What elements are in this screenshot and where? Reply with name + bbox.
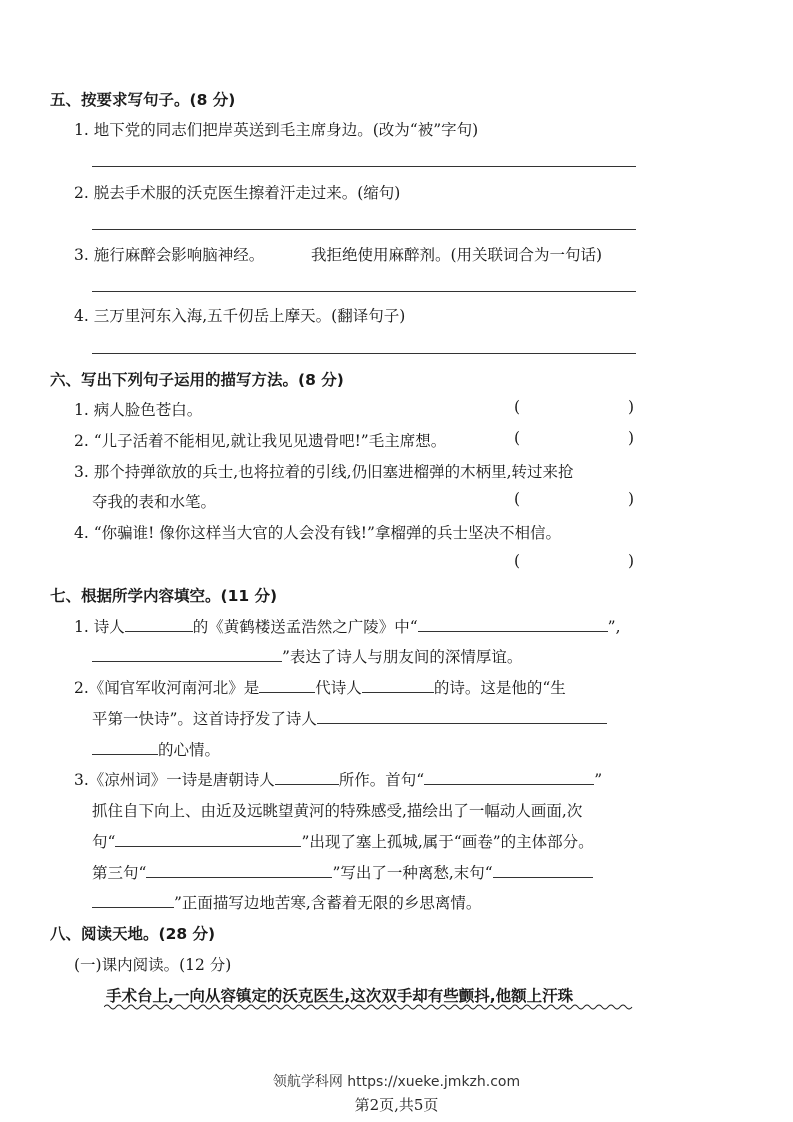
s7-line-9: [92, 861, 593, 883]
s5-question-3-tail: 我拒绝使用麻醉剂。(用关联词合为一句话): [311, 246, 603, 264]
s7-l8-a: 句“: [92, 833, 116, 851]
s7-l3-b: 代诗人: [315, 679, 362, 697]
s7-l2-b: ”表达了诗人与朋友间的深情厚谊。: [282, 648, 523, 666]
reading-passage-line: 手术台上,一向从容镇定的沃克医生,这次双手却有些颤抖,他额上汗珠: [106, 987, 574, 1005]
s7-l3-c: 的诗。这是他的“生: [433, 679, 566, 697]
s7-l5-b: 的心情。: [158, 741, 221, 759]
s6-question-2: 2. “儿子活着不能相见,就让我见见遗骨吧!”毛主席想。: [74, 432, 447, 450]
blank-verse-3[interactable]: [424, 769, 594, 785]
s6-answer-paren-3-open: (: [514, 490, 521, 508]
s7-line-2: [92, 645, 522, 667]
s7-line-6: [74, 768, 602, 790]
blank-poet-1[interactable]: [125, 616, 193, 632]
wavy-underline: [104, 1003, 637, 1011]
section-8-title: 八、阅读天地。(28 分): [50, 925, 216, 943]
s6-answer-paren-3-close: ): [628, 490, 635, 508]
page-number: 第2页,共5页: [354, 1096, 439, 1114]
s7-l10-b: ”正面描写边地苦寒,含蓄着无限的乡思离情。: [174, 894, 482, 912]
s5-question-3: 3. 施行麻醉会影响脑神经。: [74, 246, 265, 264]
s5-answer-line-3[interactable]: [92, 291, 636, 292]
blank-poet-2[interactable]: [362, 677, 434, 693]
s6-question-3: 3. 那个持弹欲放的兵士,也将拉着的引线,仍旧塞进榴弹的木柄里,转过来抢: [74, 463, 574, 481]
blank-verse-1[interactable]: [418, 616, 608, 632]
blank-feeling-2[interactable]: [92, 739, 158, 755]
s7-line-3: [74, 676, 566, 698]
blank-dynasty[interactable]: [259, 677, 315, 693]
s8-subsection-title: (一)课内阅读。(12 分): [74, 956, 232, 974]
blank-verse-2[interactable]: [92, 646, 282, 662]
s6-question-1: 1. 病人脸色苍白。: [74, 401, 203, 419]
s6-answer-paren-1-close: ): [628, 398, 635, 416]
s7-l6-b: 所作。首句“: [338, 771, 425, 789]
blank-feeling-1[interactable]: [317, 708, 607, 724]
blank-verse-7[interactable]: [92, 892, 174, 908]
blank-poet-3[interactable]: [275, 769, 339, 785]
s7-l3-a: 2.《闻官军收河南河北》是: [74, 679, 260, 697]
s7-l8-b: ”出现了塞上孤城,属于“画卷”的主体部分。: [301, 833, 594, 851]
s7-l1-c: ”,: [607, 618, 621, 636]
section-6-title: 六、写出下列句子运用的描写方法。(8 分): [50, 371, 344, 389]
s7-line-10: [92, 891, 481, 913]
s7-l6-a: 3.《凉州词》一诗是唐朝诗人: [74, 771, 275, 789]
s5-answer-line-4[interactable]: [92, 353, 636, 354]
s6-answer-paren-4-open: (: [514, 552, 521, 570]
s6-answer-paren-2-open: (: [514, 429, 521, 447]
wavy-underline-path: [104, 1005, 632, 1009]
section-5-title: 五、按要求写句子。(8 分): [50, 91, 236, 109]
s7-line-7: 抓住自下向上、由近及远眺望黄河的特殊感受,描绘出了一幅动人画面,次: [92, 802, 583, 820]
s6-answer-paren-4-close: ): [628, 552, 635, 570]
s6-question-3-cont: 夺我的表和水笔。: [92, 493, 217, 511]
s5-question-4: 4. 三万里河东入海,五千仞岳上摩天。(翻译句子): [74, 307, 406, 325]
s7-l9-a: 第三句“: [92, 864, 147, 882]
s7-line-4: [92, 707, 607, 729]
s7-line-5: [92, 738, 220, 760]
blank-verse-6[interactable]: [493, 862, 593, 878]
s5-question-2: 2. 脱去手术服的沃克医生擦着汗走过来。(缩句): [74, 184, 401, 202]
s7-line-8: [92, 830, 594, 852]
s6-answer-paren-1-open: (: [514, 398, 521, 416]
s5-answer-line-1[interactable]: [92, 166, 636, 167]
s7-l9-b: ”写出了一种离愁,末句“: [332, 864, 493, 882]
s6-question-4: 4. “你骗谁! 像你这样当大官的人会没有钱!”拿榴弹的兵士坚决不相信。: [74, 524, 561, 542]
section-7-title: 七、根据所学内容填空。(11 分): [50, 587, 278, 605]
s7-l6-c: ”: [594, 771, 603, 789]
footer-watermark: 领航学科网 https://xueke.jmkzh.com: [272, 1074, 521, 1090]
s6-answer-paren-2-close: ): [628, 429, 635, 447]
s7-l1-b: 的《黄鹤楼送孟浩然之广陵》中“: [192, 618, 418, 636]
s7-l1-a: 1. 诗人: [74, 618, 125, 636]
s5-question-1: 1. 地下党的同志们把岸英送到毛主席身边。(改为“被”字句): [74, 121, 479, 139]
s5-answer-line-2[interactable]: [92, 229, 636, 230]
s7-line-1: [74, 615, 621, 637]
blank-verse-5[interactable]: [146, 862, 332, 878]
s7-l4-a: 平第一快诗”。这首诗抒发了诗人: [92, 710, 317, 728]
blank-verse-4[interactable]: [115, 831, 301, 847]
